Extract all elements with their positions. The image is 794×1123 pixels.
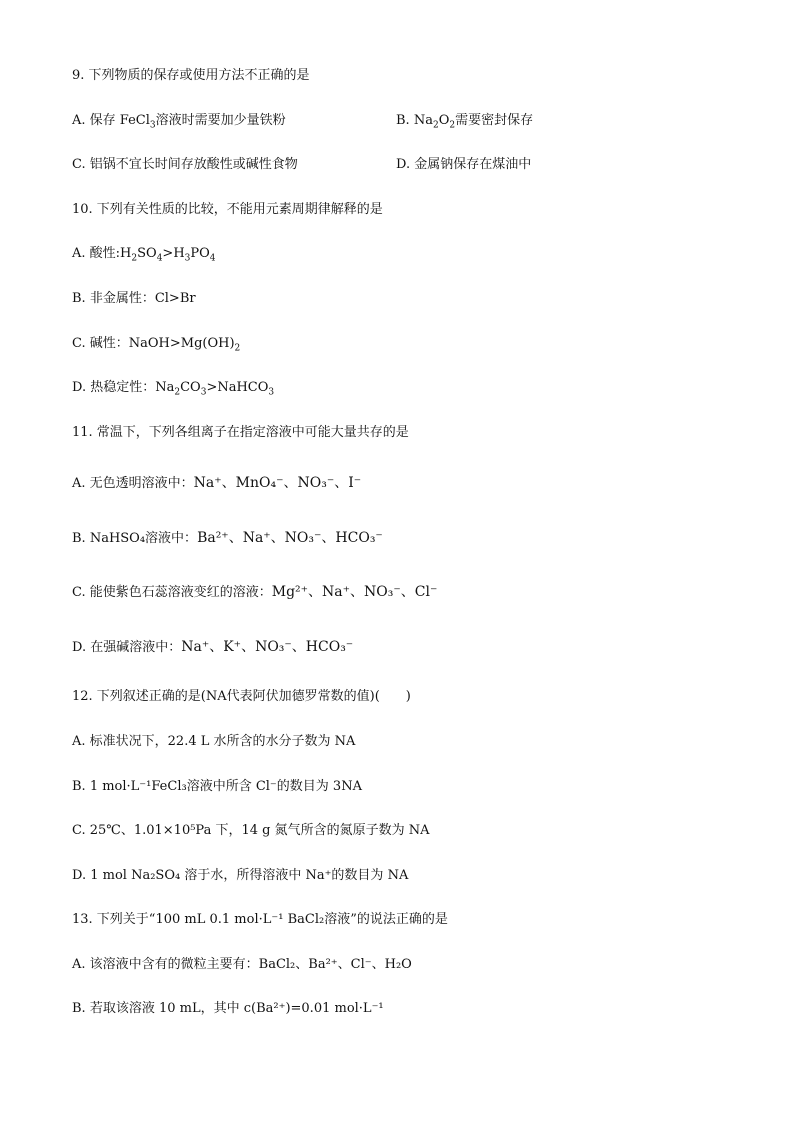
q9-option-b: B. $Na_2O_2$需要密封保存 (396, 113, 534, 131)
q13-option-b: B. 若取该溶液 10 mL，其中 c(Ba²⁺)=0.01 mol·L⁻¹ (72, 1001, 384, 1016)
q9-stem: 9. 下列物质的保存或使用方法不正确的是 (72, 68, 310, 83)
q12-option-c: C. 25℃、1.01×10⁵Pa 下，14 g 氮气所含的氮原子数为 NA (72, 823, 430, 838)
q10-option-c: C. 碱性：$NaOH>Mg(OH)_2$ (72, 336, 241, 354)
q10-stem: 10. 下列有关性质的比较，不能用元素周期律解释的是 (72, 202, 383, 217)
q12-stem: 12. 下列叙述正确的是(NA代表阿伏加德罗常数的值)( ) (72, 689, 411, 704)
q10-option-d: D. 热稳定性：$Na_2CO_3>NaHCO_3$ (72, 380, 275, 398)
q9-option-a: A. 保存 FeCl$_3$溶液时需要加少量铁粉 (72, 113, 286, 131)
q11-stem: 11. 常温下，下列各组离子在指定溶液中可能大量共存的是 (72, 425, 409, 440)
q12-option-b: B. 1 mol·L⁻¹FeCl₃溶液中所含 Cl⁻的数目为 3NA (72, 779, 362, 794)
q9-option-c: C. 铝锅不宜长时间存放酸性或碱性食物 (72, 157, 298, 172)
q12-option-d: D. 1 mol Na₂SO₄ 溶于水，所得溶液中 Na⁺的数目为 NA (72, 868, 409, 883)
q9-option-d: D. 金属钠保存在煤油中 (396, 157, 532, 172)
q11-option-c: C. 能使紫色石蕊溶液变红的溶液：Mg²⁺、Na⁺、NO₃⁻、Cl⁻ (72, 584, 438, 600)
q13-option-a: A. 该溶液中含有的微粒主要有：BaCl₂、Ba²⁺、Cl⁻、H₂O (72, 957, 412, 972)
q11-option-d: D. 在强碱溶液中：Na⁺、K⁺、NO₃⁻、HCO₃⁻ (72, 639, 354, 655)
q11-option-b: B. NaHSO₄溶液中：Ba²⁺、Na⁺、NO₃⁻、HCO₃⁻ (72, 530, 383, 546)
q10-option-a: A. 酸性$:H_2SO_4>H_3PO_4$ (72, 246, 216, 264)
q10-option-b: B. 非金属性：Cl>Br (72, 291, 196, 306)
q12-option-a: A. 标准状况下，22.4 L 水所含的水分子数为 NA (72, 734, 356, 749)
q11-option-a: A. 无色透明溶液中：Na⁺、MnO₄⁻、NO₃⁻、I⁻ (72, 475, 362, 491)
q13-stem: 13. 下列关于“100 mL 0.1 mol·L⁻¹ BaCl₂溶液”的说法正确的是 (72, 912, 448, 927)
